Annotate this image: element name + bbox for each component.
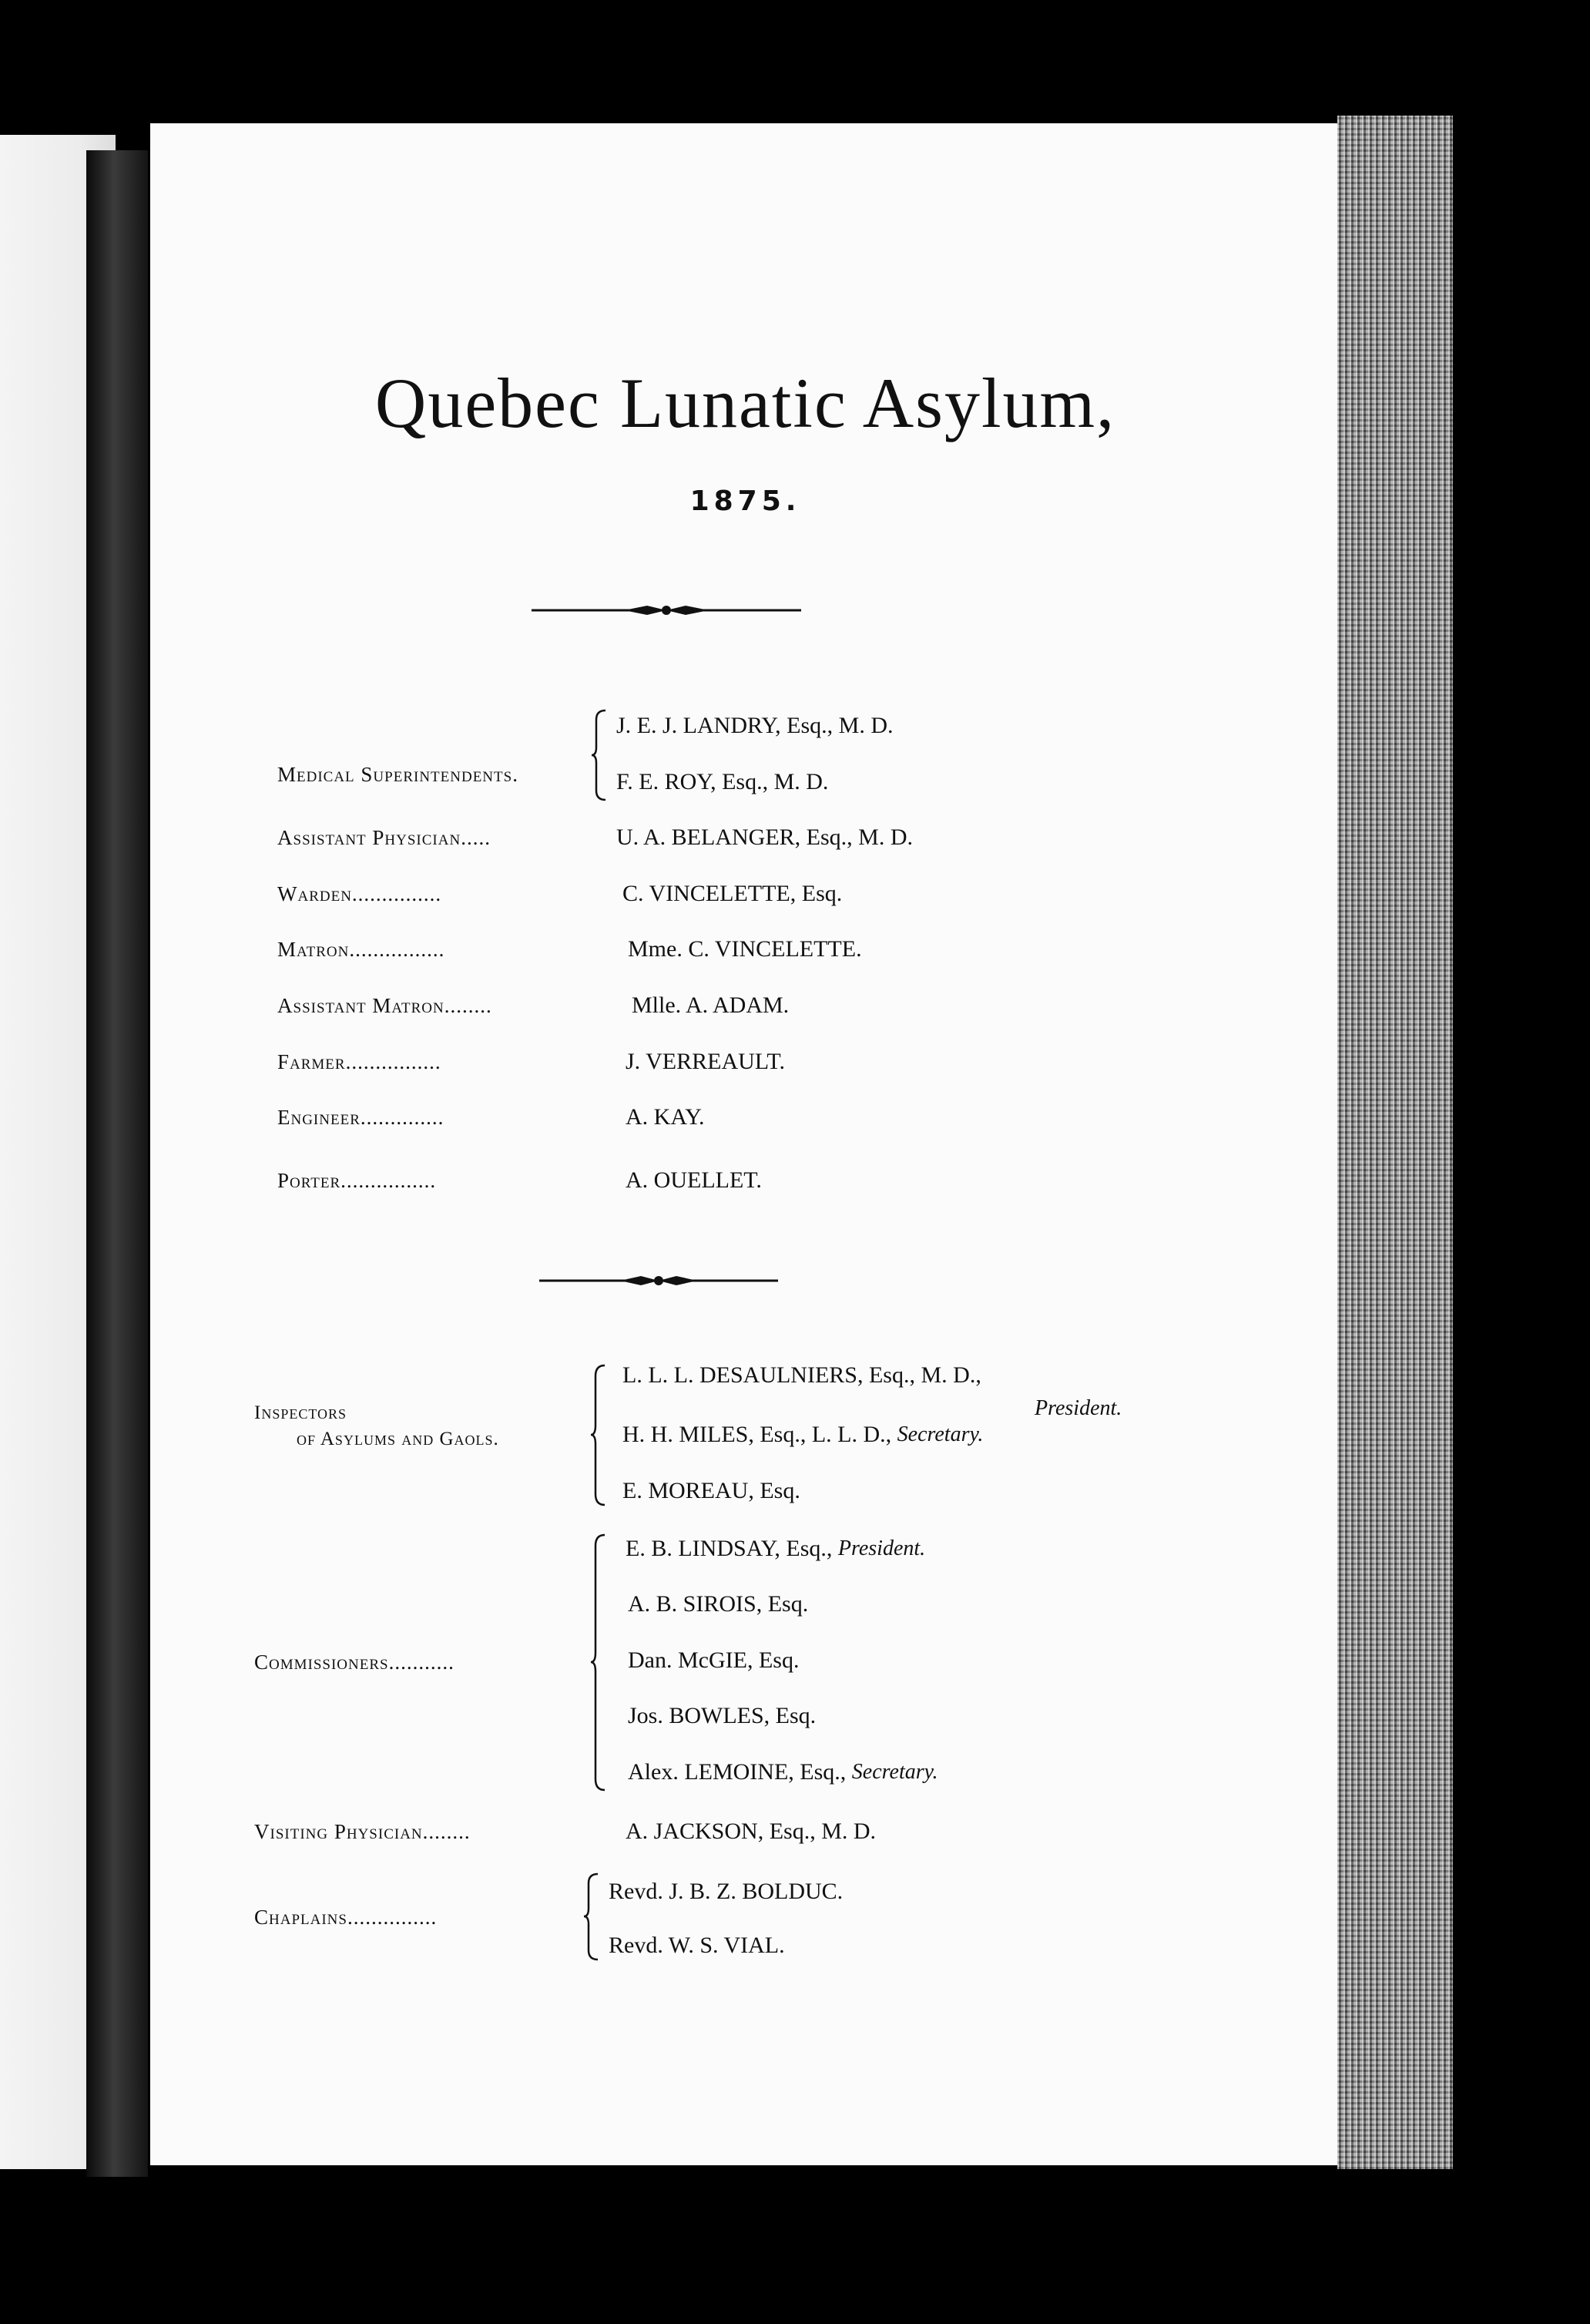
brace-commissioners [589, 1533, 608, 1792]
page-stack-edge [1337, 116, 1453, 2169]
commissioner-lindsay [626, 1526, 925, 1572]
commissioner-title: President. [837, 1536, 926, 1560]
role-engineer [277, 1094, 444, 1140]
role-label: Porter................ [277, 1168, 437, 1192]
brace-chaplains [582, 1872, 601, 1961]
role-label: Assistant Matron........ [277, 993, 492, 1017]
name-ouellet: A. OUELLET. [626, 1167, 762, 1193]
role-label: Matron................ [277, 937, 445, 961]
ornament-divider-middle [539, 1271, 778, 1290]
inspector-name: H. H. MILES, Esq., L. L. D., [622, 1422, 892, 1447]
role-inspectors [254, 1402, 499, 1450]
role-porter [277, 1157, 436, 1204]
role-visiting-physician [254, 1808, 471, 1855]
name-kay: A. KAY. [626, 1104, 705, 1130]
role-label: Chaplains............... [254, 1905, 438, 1929]
role-label: Medical Superintendents. [277, 762, 518, 786]
commissioner-name: Alex. LEMOINE, Esq., [628, 1759, 847, 1785]
brace-inspectors [589, 1364, 608, 1506]
commissioner-sirois: A. B. SIROIS, Esq. [628, 1591, 809, 1617]
role-label: Visiting Physician........ [254, 1819, 471, 1843]
inspector-miles [622, 1412, 983, 1458]
document-year: 1875. [689, 485, 801, 517]
role-assistant-physician [277, 814, 491, 861]
chaplain-vial: Revd. W. S. VIAL. [609, 1933, 785, 1958]
role-warden [277, 871, 441, 917]
role-label: Assistant Physician..... [277, 825, 491, 849]
ornament-divider-top [532, 601, 801, 620]
role-medical-superintendents [277, 728, 518, 821]
inspector-title: Secretary. [897, 1422, 984, 1446]
commissioner-title: Secretary. [851, 1760, 938, 1784]
name-roy: F. E. ROY, Esq., M. D. [616, 769, 829, 794]
name-mme-vincelette: Mme. C. VINCELETTE. [628, 936, 862, 962]
document-title: Quebec Lunatic Asylum, [374, 364, 1116, 442]
name-adam: Mlle. A. ADAM. [632, 992, 790, 1018]
commissioner-mcgie: Dan. McGIE, Esq. [628, 1647, 800, 1673]
role-chaplains [254, 1894, 437, 1940]
inspector-moreau: E. MOREAU, Esq. [622, 1478, 800, 1503]
role-label: Farmer................ [277, 1049, 441, 1073]
chaplain-bolduc: Revd. J. B. Z. BOLDUC. [609, 1879, 844, 1904]
role-farmer [277, 1039, 441, 1085]
role-matron [277, 926, 444, 972]
name-verreault: J. VERREAULT. [626, 1049, 785, 1074]
role-label: Engineer.............. [277, 1105, 444, 1129]
role-assistant-matron [277, 982, 492, 1029]
inspector-desaulniers [622, 1352, 981, 1399]
inspector-title-president: President. [1035, 1396, 1122, 1420]
book-gutter [86, 150, 148, 2177]
brace-medical-superintendents [590, 709, 609, 801]
role-label-line1: Inspectors [254, 1402, 347, 1423]
commissioner-lemoine [628, 1749, 938, 1795]
role-commissioners [254, 1639, 455, 1685]
name-jackson: A. JACKSON, Esq., M. D. [626, 1819, 877, 1844]
role-label-line2: of Asylums and Gaols. [297, 1429, 499, 1449]
inspector-name: L. L. L. DESAULNIERS, Esq., M. D., [622, 1362, 981, 1388]
role-label: Warden............... [277, 882, 442, 905]
name-landry: J. E. J. LANDRY, Esq., M. D. [616, 713, 894, 738]
commissioner-name: E. B. LINDSAY, Esq., [626, 1536, 833, 1561]
name-vincelette: C. VINCELETTE, Esq. [622, 881, 843, 906]
name-belanger: U. A. BELANGER, Esq., M. D. [616, 824, 914, 850]
role-label: Commissioners........... [254, 1650, 455, 1674]
commissioner-bowles: Jos. BOWLES, Esq. [628, 1703, 817, 1728]
